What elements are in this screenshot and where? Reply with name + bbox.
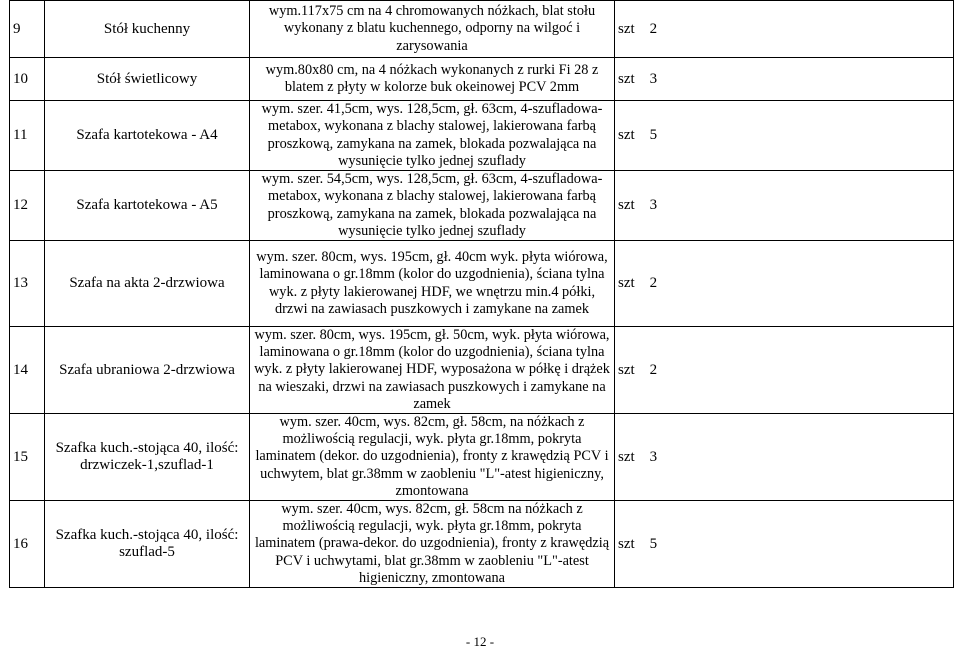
page-number: - 12 - xyxy=(465,634,495,649)
table-row xyxy=(10,58,954,101)
row-number: 10 xyxy=(10,58,45,101)
unit-label: szt xyxy=(618,448,635,465)
item-quantity xyxy=(615,1,954,58)
unit-label: szt xyxy=(618,361,635,378)
table-row xyxy=(10,501,954,588)
quantity-value: 3 xyxy=(649,448,658,465)
row-number: 13 xyxy=(10,241,45,327)
item-description: wym. szer. 41,5cm, wys. 128,5cm, gł. 63cm, 4-szufladowa-metabox, wykonana z blachy stalowej, lakierowana farbą proszkową, zamykana na zamek, blokada pozwalająca na wysunięcie tylko jednej szuflady xyxy=(250,101,615,171)
item-name: Szafka kuch.-stojąca 40, ilość: drzwiczek-1,szuflad-1 xyxy=(45,414,250,501)
item-quantity xyxy=(615,101,954,171)
item-quantity xyxy=(615,501,954,588)
row-number: 16 xyxy=(10,501,45,588)
table-row xyxy=(10,1,954,58)
table-row xyxy=(10,327,954,414)
quantity-value: 5 xyxy=(649,535,658,552)
specification-table xyxy=(9,0,954,588)
table-row xyxy=(10,414,954,501)
item-description: wym. szer. 54,5cm, wys. 128,5cm, gł. 63cm, 4-szufladowa-metabox, wykonana z blachy stalowej, lakierowana farbą proszkową, zamykana na zamek, blokada pozwalająca na wysunięcie tylko jednej szuflady xyxy=(250,171,615,241)
table-row xyxy=(10,101,954,171)
item-description: wym.80x80 cm, na 4 nóżkach wykonanych z rurki Fi 28 z blatem z płyty w kolorze buk okeinowej PCV 2mm xyxy=(250,58,615,101)
table-row xyxy=(10,241,954,327)
item-quantity xyxy=(615,241,954,327)
item-name: Stół świetlicowy xyxy=(45,58,250,101)
unit-label: szt xyxy=(618,535,635,552)
unit-label: szt xyxy=(618,127,635,143)
item-name: Szafka kuch.-stojąca 40, ilość: szuflad-5 xyxy=(45,501,250,588)
row-number: 9 xyxy=(10,1,45,58)
item-name: Stół kuchenny xyxy=(45,1,250,58)
unit-label: szt xyxy=(618,20,635,37)
item-description: wym. szer. 80cm, wys. 195cm, gł. 50cm, wyk. płyta wiórowa, laminowana o gr.18mm (kolor do uzgodnienia), ściana tylna wyk. z płyty lakierowanej HDF, wyposażona w półkę i drążek na wieszaki, drzwi na zawiasach puszkowych i zamykane na zamek xyxy=(250,327,615,414)
row-number: 12 xyxy=(10,171,45,241)
quantity-value: 3 xyxy=(649,197,658,213)
quantity-value: 2 xyxy=(649,20,658,37)
item-description: wym. szer. 80cm, wys. 195cm, gł. 40cm wyk. płyta wiórowa, laminowana o gr.18mm (kolor do uzgodnienia), ściana tylna wyk. z płyty lakierowanej HDF, we wnętrzu min.4 półki, drzwi na zawiasach puszkowych i zamykane na zamek xyxy=(250,241,615,327)
item-name: Szafa ubraniowa 2-drzwiowa xyxy=(45,327,250,414)
unit-label: szt xyxy=(618,70,635,87)
item-name: Szafa na akta 2-drzwiowa xyxy=(45,241,250,327)
item-quantity xyxy=(615,58,954,101)
item-name: Szafa kartotekowa - A5 xyxy=(45,171,250,241)
item-quantity xyxy=(615,327,954,414)
item-quantity xyxy=(615,171,954,241)
unit-label: szt xyxy=(618,275,635,291)
row-number: 15 xyxy=(10,414,45,501)
item-description: wym. szer. 40cm, wys. 82cm, gł. 58cm, na nóżkach z możliwością regulacji, wyk. płyta gr.18mm, pokryta laminatem (dekor. do uzgodnienia), fronty z krawędzią PCV i uchwytem, blat gr.38mm w zaobleniu "L"-atest higieniczny, zmontowana xyxy=(250,414,615,501)
item-description: wym. szer. 40cm, wys. 82cm, gł. 58cm na nóżkach z możliwością regulacji, wyk. płyta gr.18mm, pokryta laminatem (prawa-dekor. do uzgodnienia), fronty z krawędzią PCV i uchwytami, blat gr.38mm w zaobleniu "L"-atest higieniczny, zmontowana xyxy=(250,501,615,588)
table-row xyxy=(10,171,954,241)
quantity-value: 2 xyxy=(649,275,658,291)
unit-label: szt xyxy=(618,197,635,213)
quantity-value: 2 xyxy=(649,361,658,378)
quantity-value: 5 xyxy=(649,127,658,143)
quantity-value: 3 xyxy=(649,70,658,87)
item-name: Szafa kartotekowa - A4 xyxy=(45,101,250,171)
item-quantity xyxy=(615,414,954,501)
row-number: 14 xyxy=(10,327,45,414)
row-number: 11 xyxy=(10,101,45,171)
item-description: wym.117x75 cm na 4 chromowanych nóżkach, blat stołu wykonany z blatu kuchennego, odporny na wilgoć i zarysowania xyxy=(250,1,615,58)
